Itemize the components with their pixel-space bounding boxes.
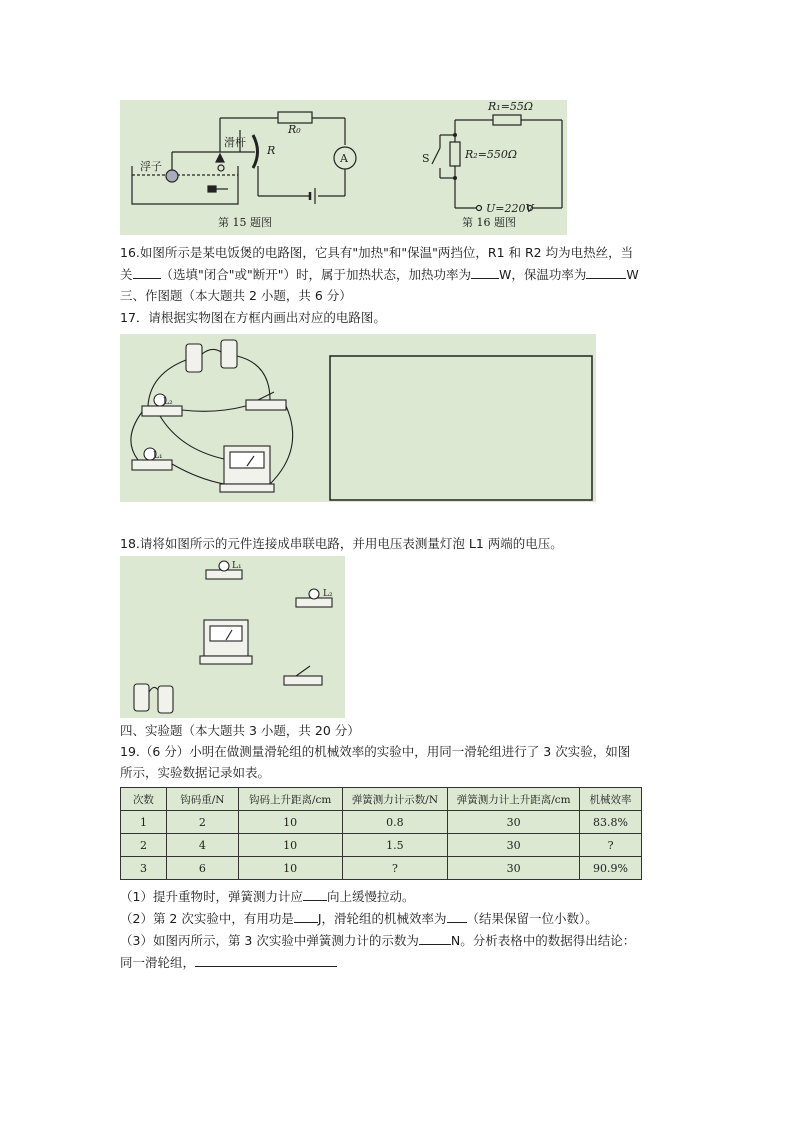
- table-cell: 2: [121, 834, 167, 857]
- q19-sub2-text-a: （2）第 2 次实验中，有用功是: [120, 911, 294, 926]
- table-row: [121, 811, 642, 834]
- table-cell: 30: [448, 811, 580, 834]
- q19-blank-1[interactable]: [303, 886, 327, 901]
- q16-line1: 16.如图所示是某电饭煲的电路图，它具有"加热"和"保温"两挡位，R1 和 R2 均为电热丝，当: [120, 245, 634, 260]
- figure-18: [120, 556, 345, 718]
- q16-blank-3[interactable]: [586, 264, 626, 279]
- q19-line2: 所示，实验数据记录如表。: [120, 765, 271, 780]
- table-cell: 4: [166, 834, 238, 857]
- circuit-diagrams-15-16: [120, 100, 567, 235]
- q16-line2: [120, 264, 639, 286]
- table-cell: 90.9%: [580, 857, 642, 880]
- section-3-heading: 三、作图题（本大题共 2 小题，共 6 分）: [120, 288, 352, 303]
- q18-l1-label: L₁: [232, 561, 242, 571]
- table-cell: 3: [121, 857, 167, 880]
- q19-sub2: [120, 908, 598, 930]
- table-header-cell: 钩码重/N: [166, 788, 238, 811]
- lever-label: 滑杆: [224, 136, 246, 149]
- q17-circuit-drawing: [120, 334, 596, 502]
- table-cell: 2: [166, 811, 238, 834]
- table-cell: 6: [166, 857, 238, 880]
- q17-l2-label: L₂: [163, 397, 173, 407]
- table-cell: 1: [121, 811, 167, 834]
- q19-sub1: [120, 886, 414, 908]
- q19-sub3-text-a: （3）如图丙所示，第 3 次实验中弹簧测力计的示数为: [120, 933, 419, 948]
- table-cell: 83.8%: [580, 811, 642, 834]
- r0-label: R₀: [288, 123, 301, 136]
- q18-components-drawing: [120, 556, 345, 718]
- q16-blank-2[interactable]: [471, 264, 499, 279]
- q19-data-table: [120, 787, 642, 880]
- figure-15-16: [120, 100, 567, 235]
- section-4-heading: 四、实验题（本大题共 3 小题，共 20 分）: [120, 723, 360, 738]
- table-header-cell: 弹簧测力计示数/N: [342, 788, 448, 811]
- figure-17: [120, 334, 596, 502]
- q19-blank-2[interactable]: [294, 908, 318, 923]
- table-header-cell: 钩码上升距离/cm: [238, 788, 342, 811]
- table-cell: 1.5: [342, 834, 448, 857]
- table-header-cell: 机械效率: [580, 788, 642, 811]
- q16-text-a: 关: [120, 267, 133, 282]
- table-header-cell: 弹簧测力计上升距离/cm: [448, 788, 580, 811]
- q16-blank-1[interactable]: [133, 264, 161, 279]
- r-label: R: [267, 144, 276, 157]
- q17-l1-label: L₁: [153, 451, 163, 461]
- q19-sub3: [120, 930, 635, 952]
- q19-line1: 19.（6 分）小明在做测量滑轮组的机械效率的实验中，用同一滑轮组进行了 3 次实验，如图: [120, 744, 631, 759]
- table-header-cell: 次数: [121, 788, 167, 811]
- q16-text-d: W: [626, 267, 639, 282]
- q16-text-b: （选填"闭合"或"断开"）时，属于加热状态，加热功率为: [160, 267, 472, 282]
- q19-sub2-text-b: J，滑轮组的机械效率为: [317, 911, 447, 926]
- float-label: 浮子: [140, 160, 162, 173]
- q17-answer-box[interactable]: [330, 356, 592, 500]
- ammeter-label: A: [340, 152, 348, 165]
- fig16-caption: 第 16 题图: [462, 216, 516, 229]
- q19-sub1-text-b: 向上缓慢拉动。: [326, 889, 415, 904]
- table-cell: 10: [238, 834, 342, 857]
- table-row: [121, 834, 642, 857]
- q19-sub3-text-c: 同一滑轮组，: [120, 955, 196, 970]
- r1-label: R₁=55Ω: [488, 100, 534, 113]
- table-cell: 10: [238, 811, 342, 834]
- table-cell: 0.8: [342, 811, 448, 834]
- q19-blank-4[interactable]: [419, 930, 451, 945]
- q18-text: 18.请将如图所示的元件连接成串联电路，并用电压表测量灯泡 L1 两端的电压。: [120, 536, 563, 551]
- q19-blank-5[interactable]: [195, 952, 337, 967]
- q18-l2-label: L₂: [323, 589, 333, 599]
- table-cell: 30: [448, 834, 580, 857]
- table-row: [121, 857, 642, 880]
- table-header-row: [121, 788, 642, 811]
- switch-label: S: [422, 152, 430, 165]
- q16-text-c: W，保温功率为: [499, 267, 587, 282]
- table-cell: ?: [580, 834, 642, 857]
- table-cell: 10: [238, 857, 342, 880]
- q17-text: 17．请根据实物图在方框内画出对应的电路图。: [120, 310, 386, 325]
- q19-sub1-text-a: （1）提升重物时，弹簧测力计应: [120, 889, 303, 904]
- q19-sub3-line2: [120, 952, 337, 974]
- table-cell: ?: [342, 857, 448, 880]
- table-cell: 30: [448, 857, 580, 880]
- voltage-label: U=220V: [486, 202, 534, 215]
- q19-blank-3[interactable]: [447, 908, 467, 923]
- fig15-caption: 第 15 题图: [218, 216, 272, 229]
- q19-sub3-text-b: N。分析表格中的数据得出结论：: [450, 933, 636, 948]
- q19-sub2-text-c: （结果保留一位小数）。: [466, 911, 598, 926]
- r2-label: R₂=550Ω: [465, 148, 518, 161]
